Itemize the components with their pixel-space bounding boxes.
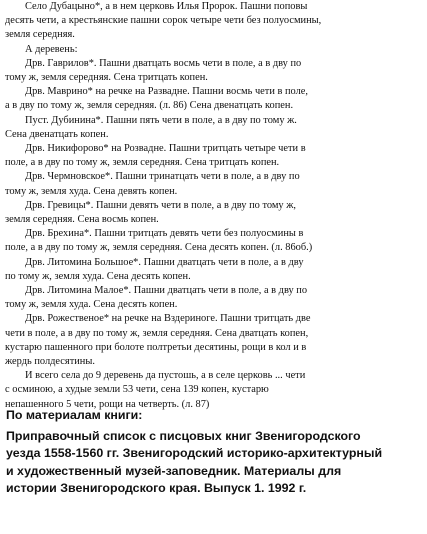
text-line: Сена двенатцать копен. — [5, 128, 109, 140]
text-line: Дрв. Литомина Малое*. Пашни дватцать чети в поле, а в дву по — [25, 285, 308, 297]
text-line: Дрв. Никифорово* на Розвадне. Пашни тритцать четыре чети в — [25, 143, 306, 155]
text-line: Дрв. Гаврилов*. Пашни дватцать восмь чети в поле, а в дву по — [25, 57, 302, 69]
scanned-text-block — [5, 0, 423, 412]
text-line: по тому ж, земля худа. Сена десять копен. — [5, 270, 191, 282]
text-line: земля середняя. Сена восмь копен. — [5, 214, 159, 226]
text-line: Село Дубацыно*, а в нем церковь Илья Пророк. Пашни поповы — [25, 1, 308, 12]
text-line: непашенного 5 чети, рощи на четверть. (л. 87) — [5, 398, 210, 410]
text-line: Дрв. Гревицы*. Пашни девять чети в поле, а в дву по тому ж, — [25, 199, 296, 211]
text-line: тому ж, земля середняя. Сена тритцать копен. — [5, 72, 208, 84]
caption-line: и художественный музей-заповедник. Материалы для — [6, 463, 342, 478]
text-line: Дрв. Брехина*. Пашни тритцать девять чети без полуосмины в — [25, 228, 304, 240]
text-line: Дрв. Маврино* на речке на Развадне. Пашни восмь чети в поле, — [25, 86, 308, 98]
caption-heading: По материалам книги: — [6, 408, 143, 422]
text-line: Дрв. Литомина Большое*. Пашни дватцать чети в поле, а в дву — [25, 256, 304, 268]
text-line: Пуст. Дубинина*. Пашни пять чети в поле, а в дву по тому ж. — [25, 114, 297, 126]
text-line: А деревень: — [25, 43, 78, 55]
text-line: Дрв. Рожественое* на речке на Вздериноге. Пашни тритцать две — [25, 313, 311, 325]
text-line: И всего села до 9 деревень да пустошь, а в селе церковь ... чети — [25, 370, 306, 382]
text-line: поле, а в дву по тому ж, земля середняя. Сена тритцать копен. — [5, 157, 280, 169]
text-line: а в дву по тому ж, земля середняя. (л. 86) Сена двенатцать копен. — [5, 100, 294, 112]
caption-line: Приправочный список с писцовых книг Звенигородского — [6, 429, 361, 444]
text-line: жердь полдесятины. — [5, 356, 95, 368]
text-line: кустарю пашенного при болоте полтретьи десятины, рощи в кол и в — [5, 341, 307, 353]
source-caption — [6, 407, 422, 497]
text-line: тому ж, земля худа. Сена девять копен. — [5, 185, 178, 197]
text-line: чети в поле, а в дву по тому ж, земля середняя. Сена дватцать копен, — [5, 327, 309, 339]
text-line: тому ж, земля худа. Сена десять копен. — [5, 299, 178, 311]
text-line: поле, а в дву по тому ж, земля середняя. Сена десять копен. (л. 86об.) — [5, 242, 313, 254]
text-line: десять чети, а крестьянские пашни сорок четыре чети без полуосмины, — [5, 15, 322, 27]
text-line: Дрв. Чермновское*. Пашни тринатцать чети в поле, а в дву по — [25, 171, 300, 183]
caption-line: уезда 1558-1560 гг. Звенигородский историко-архитектурный — [6, 446, 383, 461]
caption-line: истории Звенигородского края. Выпуск 1. 1992 г. — [6, 480, 307, 495]
text-line: с осминою, а худые земли 53 чети, сена 139 копен, кустарю — [5, 384, 269, 396]
text-line: земля середняя. — [5, 29, 75, 41]
